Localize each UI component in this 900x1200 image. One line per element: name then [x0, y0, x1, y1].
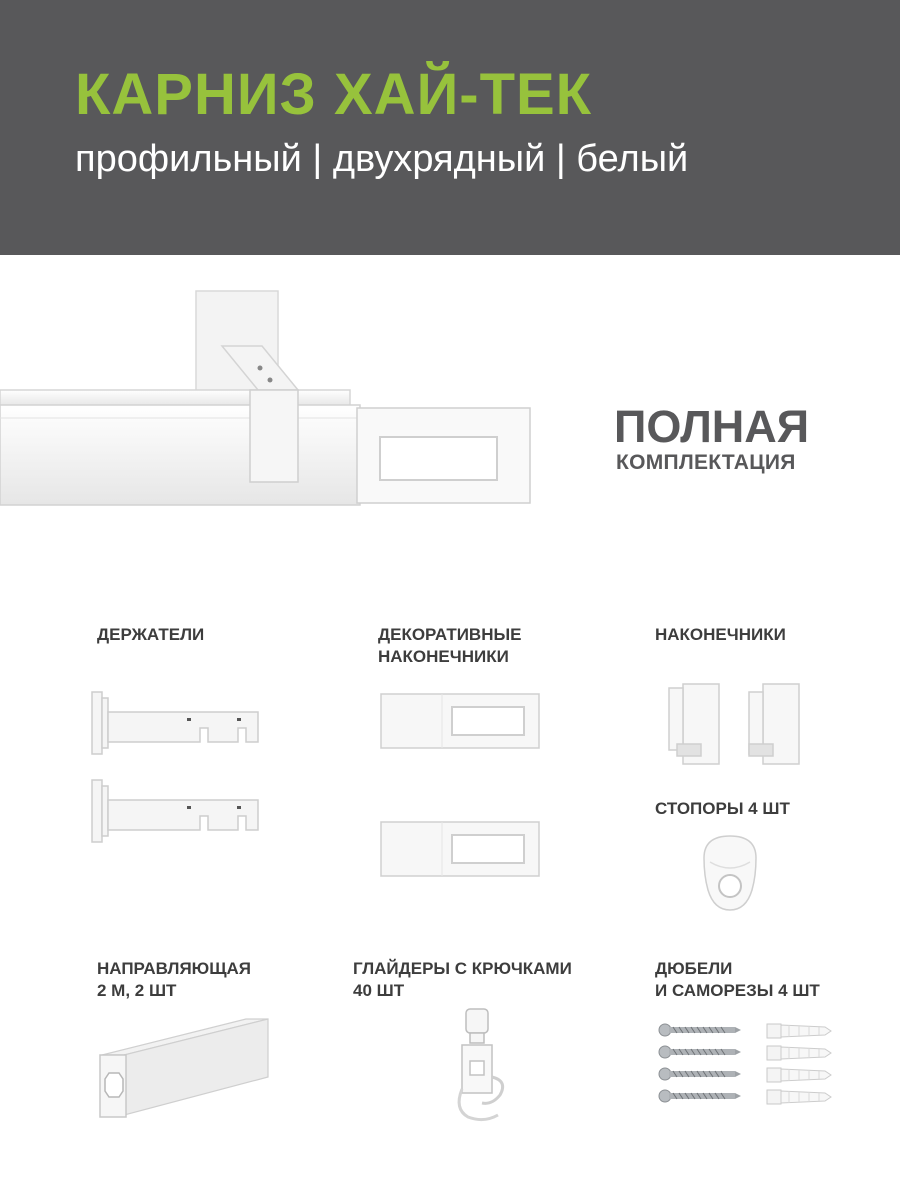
glider-hook-icon — [448, 1005, 520, 1125]
rail-label-2: 2 М, 2 ШТ — [97, 981, 177, 1000]
end-caps-label: НАКОНЕЧНИКИ — [655, 625, 786, 644]
screw-dowel-icon — [655, 1020, 835, 1124]
header-banner — [0, 0, 900, 255]
full-set-title: ПОЛНАЯ — [614, 401, 810, 452]
decor-caps-label-2: НАКОНЕЧНИКИ — [378, 647, 509, 666]
rail-label-1: НАПРАВЛЯЮЩАЯ — [97, 959, 252, 978]
cornice-hero-image — [0, 285, 540, 525]
product-subtitle: профильный | двухрядный | белый — [75, 138, 689, 180]
decorative-cap-icon — [378, 690, 543, 880]
product-title: КАРНИЗ ХАЙ-ТЕК — [75, 62, 593, 127]
decor-caps-label-1: ДЕКОРАТИВНЫЕ — [378, 625, 522, 644]
stopper-icon — [694, 832, 766, 914]
holder-bracket-icon — [88, 690, 268, 852]
end-cap-icon — [665, 680, 805, 770]
stoppers-label: СТОПОРЫ 4 ШТ — [655, 799, 790, 818]
full-set-subtitle: КОМПЛЕКТАЦИЯ — [616, 451, 796, 474]
fasteners-label-1: ДЮБЕЛИ — [655, 959, 733, 978]
gliders-label-2: 40 ШТ — [353, 981, 405, 1000]
rail-profile-icon — [96, 1015, 272, 1123]
fasteners-label-2: И САМОРЕЗЫ 4 ШТ — [655, 981, 820, 1000]
gliders-label-1: ГЛАЙДЕРЫ С КРЮЧКАМИ — [353, 959, 572, 978]
holders-label: ДЕРЖАТЕЛИ — [97, 625, 205, 644]
